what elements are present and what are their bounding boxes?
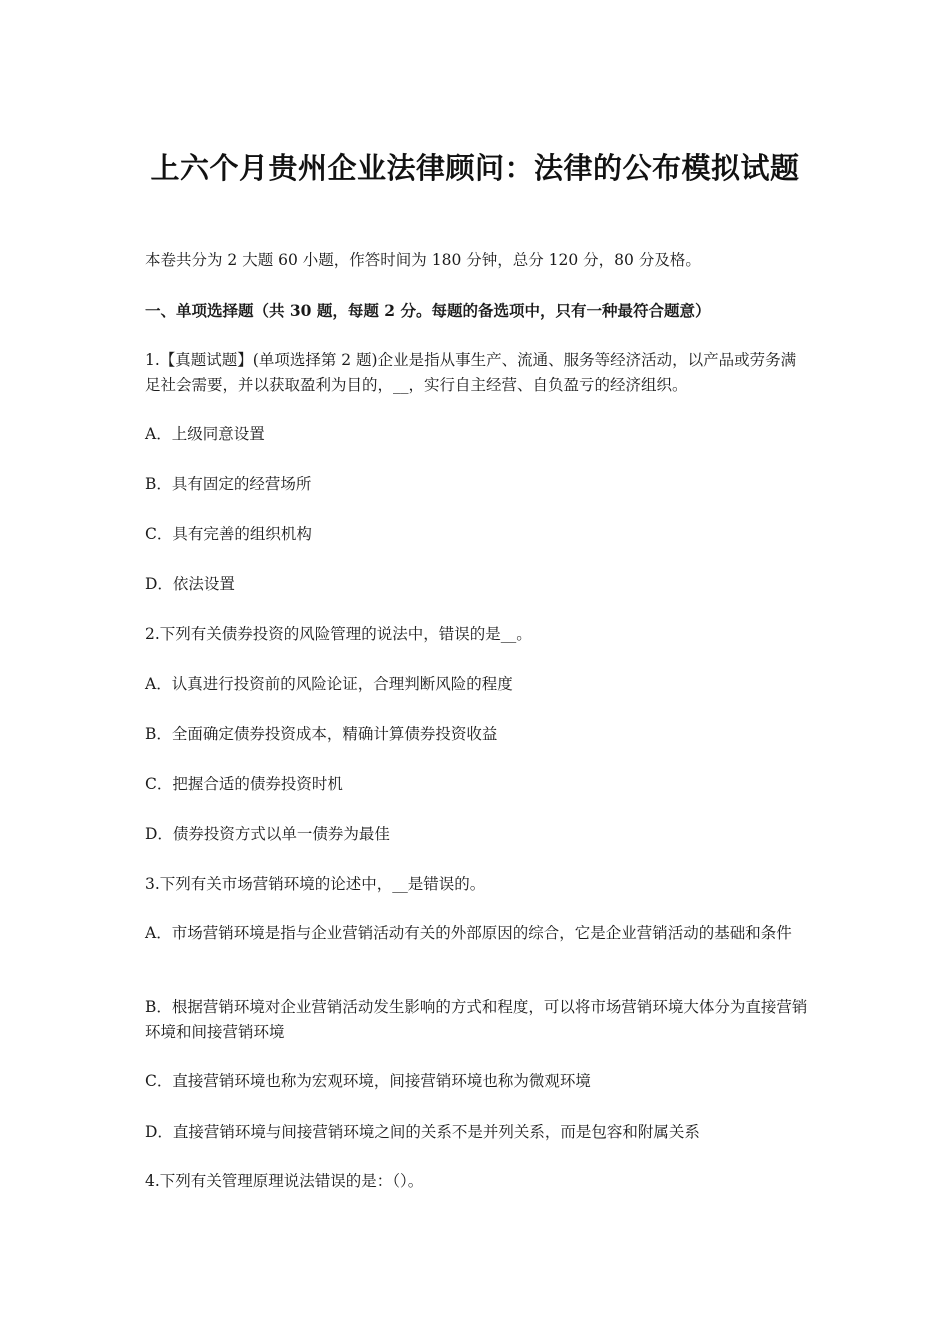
question-4-stem: 4.下列有关管理原理说法错误的是：（）。 (145, 1172, 424, 1190)
question-1-option-b: B．具有固定的经营场所 (145, 475, 312, 493)
question-1-option-c: C．具有完善的组织机构 (145, 525, 312, 543)
question-3-option-c: C．直接营销环境也称为宏观环境，间接营销环境也称为微观环境 (145, 1072, 591, 1090)
question-2-option-c: C．把握合适的债券投资时机 (145, 775, 343, 793)
exam-intro: 本卷共分为 2 大题 60 小题，作答时间为 180 分钟，总分 120 分，80 分及格。 (145, 251, 701, 269)
question-1-option-a: A．上级同意设置 (145, 425, 265, 443)
section-heading: 一、单项选择题（共 30 题，每题 2 分。每题的备选项中，只有一种最符合题意） (145, 301, 711, 320)
question-2-option-b: B．全面确定债券投资成本，精确计算债券投资收益 (145, 725, 498, 743)
question-3-option-d: D．直接营销环境与间接营销环境之间的关系不是并列关系，而是包容和附属关系 (145, 1123, 700, 1141)
question-3-option-a: A．市场营销环境是指与企业营销活动有关的外部原因的综合，它是企业营销活动的基础和条件 (145, 924, 792, 942)
question-2-option-a: A．认真进行投资前的风险论证，合理判断风险的程度 (145, 675, 513, 693)
question-2-stem: 2.下列有关债券投资的风险管理的说法中，错误的是__。 (145, 625, 532, 643)
question-2-option-d: D．债券投资方式以单一债券为最佳 (145, 825, 390, 843)
question-3-option-b: B．根据营销环境对企业营销活动发生影响的方式和程度，可以将市场营销环境大体分为直接营销环境和间接营销环境 (145, 998, 808, 1041)
page-title: 上六个月贵州企业法律顾问：法律的公布模拟试题 (150, 151, 800, 185)
question-3-stem: 3.下列有关市场营销环境的论述中，__是错误的。 (145, 875, 486, 893)
question-1-stem: 1.【真题试题】(单项选择第 2 题)企业是指从事生产、流通、服务等经济活动，以产品或劳务满足社会需要，并以获取盈利为目的，__，实行自主经营、自负盈亏的经济组织。 (145, 351, 797, 394)
question-1-option-d: D．依法设置 (145, 575, 235, 593)
